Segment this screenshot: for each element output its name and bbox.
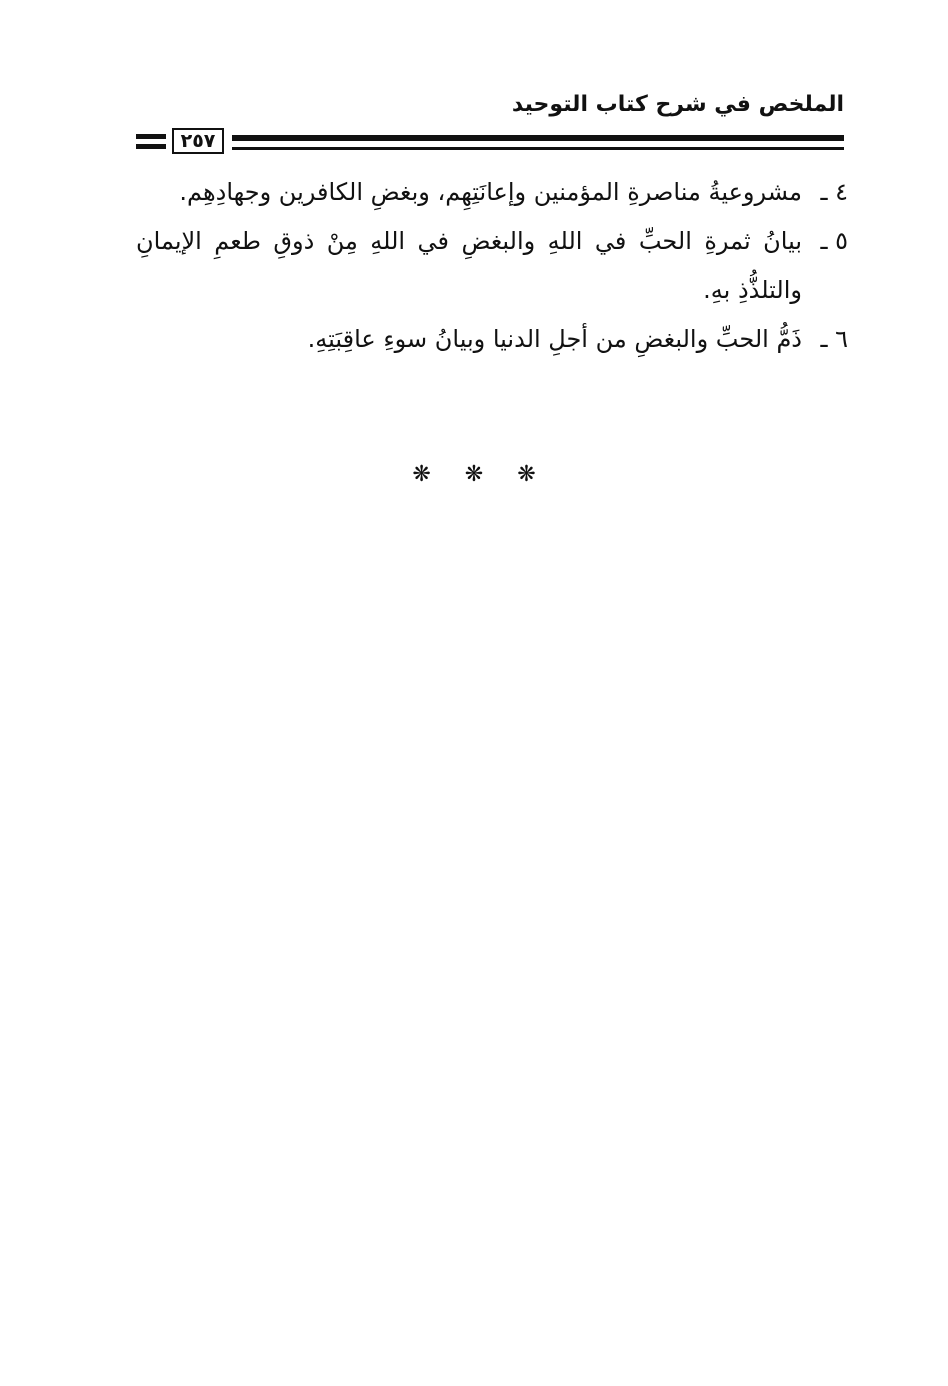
header-rule-thin	[232, 147, 844, 150]
header-decorative-bars	[136, 134, 166, 154]
asterism-mark: ❋	[464, 462, 484, 487]
running-head-title: الملخص في شرح كتاب التوحيد	[511, 92, 844, 117]
list-item	[136, 315, 848, 364]
list-item-number: ٦	[835, 325, 848, 353]
list-item-text: بيانُ ثمرةِ الحبِّ في اللهِ والبغضِ في اللهِ مِنْ ذوقِ طعمِ الإيمانِ والتلذُّذِ بهِ.	[136, 227, 802, 304]
list-item-marker	[802, 315, 848, 364]
asterism-mark: ❋	[517, 462, 536, 487]
list-item-dash: ـ	[820, 178, 828, 206]
list-item-dash: ـ	[820, 227, 828, 255]
page-number: ٢٥٧	[172, 128, 224, 154]
asterism-mark: ❋	[412, 462, 431, 487]
list-item-marker	[802, 168, 848, 217]
decorative-bar	[136, 134, 166, 139]
list-item	[136, 217, 848, 315]
decorative-bar	[136, 144, 166, 149]
list-item-number: ٤	[835, 178, 848, 206]
header-rule-thick	[232, 135, 844, 141]
list-item-number: ٥	[835, 227, 848, 255]
list-item-dash: ـ	[820, 325, 828, 353]
list-item	[136, 168, 848, 217]
list-item-text: ذَمُّ الحبِّ والبغضِ من أجلِ الدنيا وبيانُ سوءِ عاقِبَتِهِ.	[307, 325, 802, 353]
section-separator	[0, 462, 948, 487]
list-item-text: مشروعيةُ مناصرةِ المؤمنين وإعانَتِهِم، وبغضِ الكافرين وجهادِهِم.	[179, 178, 802, 206]
numbered-list	[136, 168, 848, 364]
list-item-marker	[802, 217, 848, 266]
